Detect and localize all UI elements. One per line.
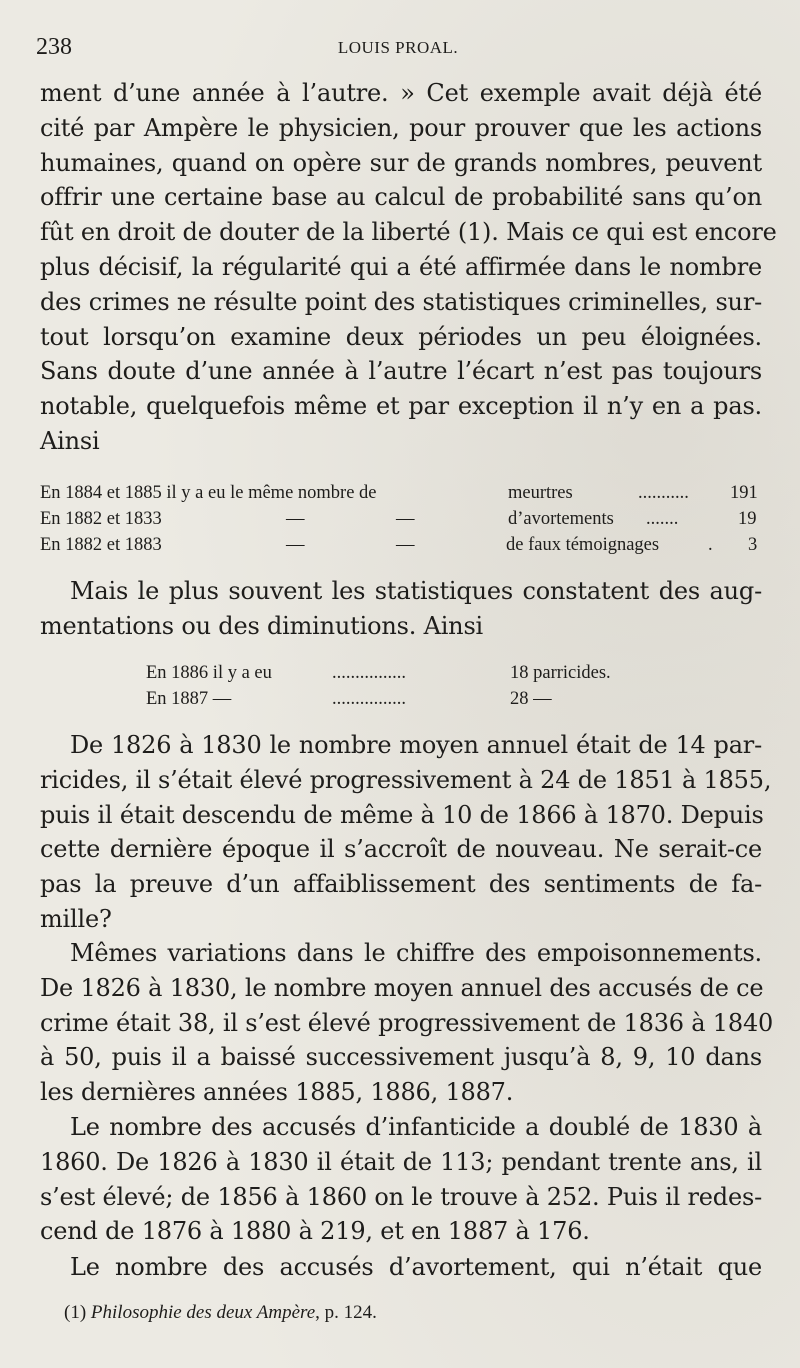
statistics-table-2 [40, 660, 766, 712]
row-dots: ........... [638, 483, 689, 503]
row-years: En 1884 et 1885 il y a eu le même nombre de [40, 483, 377, 503]
row-dots: ................ [332, 663, 406, 683]
row-item: meurtres [508, 483, 573, 503]
table-row [40, 532, 766, 558]
text-line: cend de 1876 à 1880 à 219, et en 1887 à 176. [40, 1217, 590, 1246]
text-line: Sans doute d’une année à l’autre l’écart n’est pas toujours [40, 357, 762, 386]
text-line: Ainsi [40, 426, 100, 455]
text-line: 1860. De 1826 à 1830 il était de 113; pendant trente ans, il [40, 1147, 762, 1176]
text-line: De 1826 à 1830, le nombre moyen annuel des accusés de ce [40, 973, 764, 1002]
statistics-table-1 [40, 480, 766, 558]
page-header [36, 34, 760, 64]
page-number: 238 [36, 34, 72, 60]
text-line: Mais le plus souvent les statistiques constatent des aug- [70, 577, 762, 605]
row-item: d’avortements [508, 509, 614, 529]
footnote-rest: , p. 124. [315, 1302, 377, 1323]
text-line: Le nombre des accusés d’avortement, qui n’était que [70, 1253, 762, 1281]
text-line: pas la preuve d’un affaiblissement des sentiments de fa- [40, 870, 762, 899]
ditto-mark: — [286, 535, 305, 555]
text-line: fût en droit de douter de la liberté (1). Mais ce qui est encore [40, 218, 777, 247]
table-row [40, 506, 766, 532]
text-line: Le nombre des accusés d’infanticide a doublé de 1830 à [70, 1113, 762, 1141]
row-dots: ................ [332, 689, 406, 709]
text-line: Mêmes variations dans le chiffre des empoisonnements. [70, 939, 762, 967]
ditto-mark: — [396, 535, 415, 555]
text-line: mentations ou des diminutions. Ainsi [40, 611, 484, 640]
paragraph-3 [40, 728, 772, 937]
text-line: offrir une certaine base au calcul de probabilité sans qu’on [40, 183, 762, 212]
row-value: 3 [748, 535, 758, 555]
row-item: de faux témoignages [506, 535, 660, 555]
footnote-title: Philosophie des deux Ampère [90, 1302, 316, 1323]
ditto-mark: — [286, 509, 305, 529]
text-line: ricides, il s’était élevé progressivement à 24 de 1851 à 1855, [40, 765, 772, 794]
paragraph-1 [40, 76, 777, 459]
row-dots: ....... [646, 509, 679, 529]
row-label: En 1887 — [146, 689, 232, 709]
row-value: 191 [730, 483, 758, 503]
paragraph-6 [40, 1250, 762, 1285]
text-line: humaines, quand on opère sur de grands nombres, peuvent [40, 148, 762, 177]
text-line: notable, quelquefois même et par exception il n’y en a pas. [40, 392, 762, 421]
row-dots: . [708, 535, 713, 555]
text-line: les dernières années 1885, 1886, 1887. [40, 1078, 514, 1107]
row-label: En 1886 il y a eu [146, 663, 272, 683]
paragraph-5 [40, 1110, 762, 1249]
footnote [64, 1302, 377, 1324]
text-line: cette dernière époque il s’accroît de nouveau. Ne serait-ce [40, 835, 762, 864]
text-line: ment d’une année à l’autre. » Cet exemple avait déjà été [40, 79, 762, 107]
text-line: à 50, puis il a baissé successivement jusqu’à 8, 9, 10 dans [40, 1043, 762, 1072]
table-row [40, 660, 766, 686]
text-line: cité par Ampère le physicien, pour prouver que les actions [40, 113, 762, 142]
text-line: mille? [40, 904, 112, 933]
text-line: s’est élevé; de 1856 à 1860 on le trouve à 252. Puis il redes- [40, 1182, 762, 1211]
table-row [40, 686, 766, 712]
text-line: puis il était descendu de même à 10 de 1866 à 1870. Depuis [40, 800, 764, 829]
text-line: crime était 38, il s’est élevé progressivement de 1836 à 1840 [40, 1008, 774, 1037]
text-line: des crimes ne résulte point des statistiques criminelles, sur- [40, 287, 762, 316]
row-years: En 1882 et 1883 [40, 535, 162, 555]
paragraph-2 [40, 574, 762, 644]
row-value: 28 — [510, 689, 552, 709]
row-years: En 1882 et 1833 [40, 509, 162, 529]
text-line: tout lorsqu’on examine deux périodes un peu éloignées. [40, 322, 762, 351]
paragraph-4 [40, 936, 774, 1110]
footnote-marker: (1) [64, 1302, 87, 1323]
row-value: 19 [738, 509, 757, 529]
text-line: De 1826 à 1830 le nombre moyen annuel était de 14 par- [70, 731, 762, 759]
running-head: LOUIS PROAL. [337, 38, 459, 57]
row-value: 18 parricides. [510, 663, 611, 683]
text-line: plus décisif, la régularité qui a été affirmée dans le nombre [40, 252, 762, 281]
ditto-mark: — [396, 509, 415, 529]
table-row [40, 480, 766, 506]
